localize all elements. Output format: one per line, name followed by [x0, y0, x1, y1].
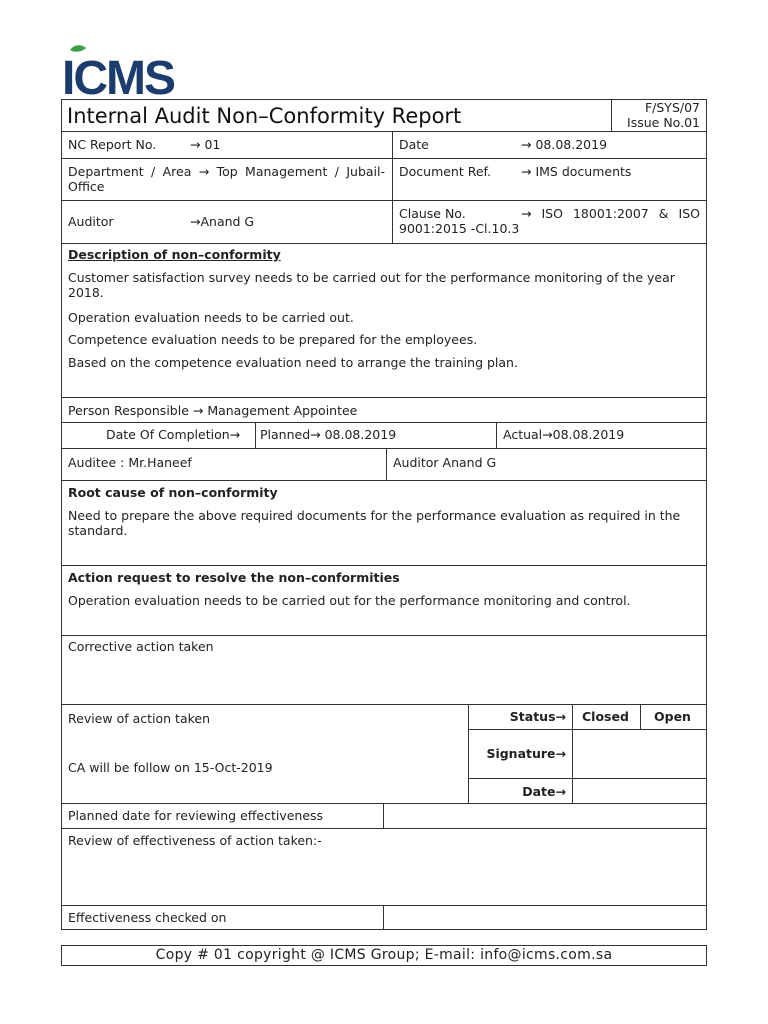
- leaf-icon: [70, 45, 86, 52]
- date-label: Date: [399, 137, 429, 152]
- icms-logo: [62, 44, 202, 98]
- status-open[interactable]: Open: [654, 709, 691, 724]
- person-responsible: Person Responsible → Management Appointee: [68, 403, 358, 418]
- nc-report-label: NC Report No.: [68, 137, 157, 152]
- department-area: Department / Area → Top Management / Jubail-Office: [68, 164, 385, 194]
- planned-review-label: Planned date for reviewing effectiveness: [68, 808, 324, 823]
- clause-value: → ISO 18001:2007 & ISO 9001:2015 -Cl.10.3: [399, 206, 700, 236]
- document-ref-label: Document Ref.: [399, 164, 492, 179]
- action-request-heading: Action request to resolve the non–conformities: [68, 570, 400, 585]
- description-line: Operation evaluation needs to be carried out.: [68, 310, 354, 325]
- nc-report-value: → 01: [190, 137, 221, 152]
- corrective-action-label: Corrective action taken: [68, 639, 214, 654]
- auditee: Auditee : Mr.Haneef: [68, 455, 192, 470]
- footer-copyright: Copy # 01 copyright @ ICMS Group; E-mail: info@icms.com.sa: [61, 945, 707, 966]
- root-cause-heading: Root cause of non–conformity: [68, 485, 278, 500]
- auditor-value: →Anand G: [190, 214, 255, 229]
- review-date-label: Date→: [522, 784, 566, 799]
- actual-date: Actual→08.08.2019: [503, 427, 625, 442]
- effectiveness-checked-label: Effectiveness checked on: [68, 910, 227, 925]
- document-ref-value: → IMS documents: [521, 164, 632, 179]
- clause-label: Clause No.: [399, 206, 466, 221]
- date-of-completion-label: Date Of Completion→: [106, 427, 241, 442]
- logo-text: ICMS: [62, 52, 174, 98]
- signature-label: Signature→: [486, 746, 566, 761]
- status-label: Status→: [509, 709, 566, 724]
- review-effectiveness-label: Review of effectiveness of action taken:-: [68, 833, 322, 848]
- issue-number: Issue No.01: [627, 115, 700, 130]
- description-line: Customer satisfaction survey needs to be carried out for the performance monitoring of the year 2018.: [68, 270, 675, 300]
- planned-date: Planned→ 08.08.2019: [260, 427, 397, 442]
- auditor-signoff: Auditor Anand G: [393, 455, 497, 470]
- description-line: Based on the competence evaluation need to arrange the training plan.: [68, 355, 518, 370]
- review-action-label: Review of action taken: [68, 711, 211, 726]
- status-closed[interactable]: Closed: [582, 709, 629, 724]
- description-heading: Description of non–conformity: [68, 247, 281, 262]
- review-action-note: CA will be follow on 15-Oct-2019: [68, 760, 273, 775]
- root-cause-text: Need to prepare the above required documents for the performance evaluation as required in the standard.: [68, 508, 681, 538]
- action-request-text: Operation evaluation needs to be carried out for the performance monitoring and control.: [68, 593, 631, 608]
- auditor-label: Auditor: [68, 214, 114, 229]
- form-code: F/SYS/07: [644, 100, 700, 115]
- date-value: → 08.08.2019: [521, 137, 608, 152]
- page-title: Internal Audit Non–Conformity Report: [67, 104, 462, 128]
- description-line: Competence evaluation needs to be prepared for the employees.: [68, 332, 478, 347]
